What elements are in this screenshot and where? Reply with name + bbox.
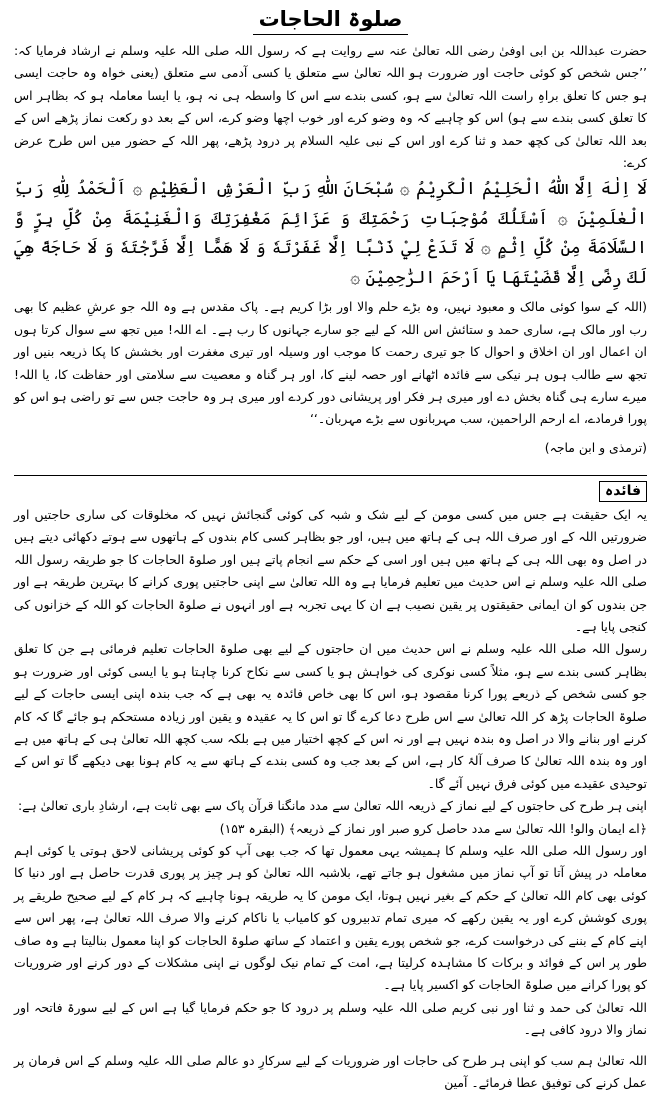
quran-verse-line: ﴿اے ایمان والو! اللہ تعالیٰ سے مدد حاصل کرو صبر اور نماز کے ذریعہ﴾ (البقرہ ۱۵۳) xyxy=(219,820,647,836)
benefit-paragraph: اللہ تعالیٰ کی حمد و ثنا اور نبی کریم صلی اللہ علیہ وسلم پر درود کا جو حکم فرمایا گیا ہے اس کے لیے سورۃ فاتحہ اور نماز والا درود کافی ہے۔ xyxy=(14,999,647,1038)
benefit-paragraph: رسول اللہ صلی اللہ علیہ وسلم نے اس حدیث میں ان حاجتوں کے لیے بھی صلوۃ الحاجات تعلیم فرمائی ہے جن کا تعلق بظاہر کسی بندے سے ہو، مثلاً کسی نوکری کی خواہش ہو یا کسی سے نکاح کرنا چاہتا ہو یا ایسی کوئی اور ضرورت ہو جو کسی شخص کے ذریعے پورا کرنا مقصود ہو، اس کا بھی خاص فائدہ یہ بھی ہے کہ جب بندہ اپنی ایسی حاجات کے لیے صلوۃ الحاجات پڑھ کر اللہ تعالیٰ سے اس طرح دعا کرے گا تو اس کا یہ عقیدہ و یقین اور زیادہ مستحکم ہو جائے گا کہ کام کرنے اور بنانے والا در اصل وہ بندہ نہیں ہے اور نہ اس کے کچھ اختیار میں ہے بلکہ سب کچھ اللہ تعالیٰ ہی کے ہاتھ میں ہے اور وہ بندہ اللہ تعالیٰ کا صرف آلۂ کار ہے، اس کے بعد جب وہ کسی بندے کے ہاتھ سے یہ کام ہونا بھی دیکھے گا تو اس کے توحیدی عقیدے میں کوئی فرق نہیں آئے گا۔ xyxy=(14,641,647,791)
intro-paragraph: حضرت عبداللہ بن ابی اوفیٰ رضی اللہ تعالیٰ عنہ سے روایت ہے کہ رسول اللہ صلی اللہ علیہ وسلم نے ارشاد فرمایا کہ: ’’جس شخص کو کوئی حاجت اور ضرورت ہو اللہ تعالیٰ سے متعلق یا کسی آدمی سے متعلق (یعنی خواہ وہ حاجت ایسی ہو جس کا تعلق براہِ راست اللہ تعالیٰ سے ہو، کسی بندے سے اس کا واسطہ ہی نہ ہو، یا ایسا معاملہ ہو کہ بظاہر اس کا تعلق کسی بندے سے ہو) اس کو چاہیے کہ وہ وضو کرے اور خوب اچھا وضو کرے، اس کے بعد دو رکعت نماز پڑھے اس کے بعد اللہ تعالیٰ کی کچھ حمد و ثنا کرے اور اس کے نبی علیہ السلام پر درود پڑھے، پھر اللہ کے حضور میں اس طرح عرض کرے: xyxy=(14,43,647,171)
closing-prayer: اللہ تعالیٰ ہم سب کو اپنی ہر طرح کی حاجات اور ضروریات کے لیے سرکارِ دو عالم صلی اللہ علیہ وسلم کے اس فرمان پر عمل کرنے کی توفیق عطا فرمائے۔ آمین xyxy=(14,1052,647,1091)
benefit-paragraph: اپنی ہر طرح کی حاجتوں کے لیے نماز کے ذریعہ اللہ تعالیٰ سے مدد مانگنا قرآن پاک سے بھی ثابت ہے، ارشادِ باری تعالیٰ ہے: xyxy=(17,798,647,814)
title-wrap xyxy=(14,6,647,40)
benefit-paragraph: یہ ایک حقیقت ہے جس میں کسی مومن کے لیے شک و شبہ کی کوئی گنجائش نہیں کہ مخلوقات کی ساری حاجتیں اور ضرورتیں اللہ کے اور صرف اللہ ہی کے ہاتھ میں ہیں، اور جو بظاہر کسی کام بندوں کے ہاتھوں سے ہوتے دکھائی دیتے ہیں در اصل وہ بھی اللہ ہی کے ہاتھ میں ہیں اور اسی کے حکم سے انجام پاتے ہیں اور صلوۃ الحاجات کا جو طریقہ رسول اللہ صلی اللہ علیہ وسلم نے اس حدیث میں تعلیم فرمایا ہے وہ اللہ تعالیٰ سے اپنی حاجتیں پوری کرانے کا بہترین طریقہ ہے اور جن بندوں کو ان ایمانی حقیقتوں پر یقین نصیب ہے ان کا یہی تجربہ ہے اور انہوں نے صلوۃ الحاجات کو اللہ کے خزانوں کی کنجی پایا ہے۔ xyxy=(14,506,647,634)
benefit-paragraph: اور رسول اللہ صلی اللہ علیہ وسلم کا ہمیشہ یہی معمول تھا کہ جب بھی آپ کو کوئی پریشانی لاحق ہوتی یا کوئی اہم معاملہ در پیش آتا تو آپ نماز میں مشغول ہو جاتے تھے، بلاشبہ اللہ تعالیٰ کو ہر چیز پر پوری قدرت حاصل ہے اور دنیا کا کوئی بھی کام اللہ تعالیٰ کے حکم کے بغیر نہیں ہوتا، ایک مومن کا یہ طریقہ ہونا چاہیے کہ ہر کام کے لیے صحیح طریقے پر پوری کوشش کرے اور یہ یقین رکھے کہ میری تمام تدبیروں کو کامیاب یا ناکام کرنے والا صرف اللہ تعالیٰ ہے، پھر اس سے اپنے کام کے بننے کی درخواست کرے، جو شخص پورے یقین و اعتماد کے ساتھ صلوۃ الحاجات کو اپنا معمول بنالیتا ہے وہ صاف طور پر اس کے فوائد و برکات کا مشاہدہ کرلیتا ہے، امت کے تمام نیک لوگوں نے اپنی مشکلات کے دور کرنے اور ضروریات کو پورا کرانے میں صلوۃ الحاجات کو اکسیر پایا ہے۔ xyxy=(14,842,647,993)
dua-translation: (اللہ کے سوا کوئی مالک و معبود نہیں، وہ بڑے حلم والا اور بڑا کریم ہے۔ پاک مقدس ہے وہ اللہ جو عرشِ عظیم کا بھی رب اور مالک ہے، ساری حمد و ستائش اس اللہ کے لیے جو سارے جہانوں کا رب ہے۔ اے اللہ! میں تجھ سے سوال کرتا ہوں ان اعمال اور ان اخلاق و احوال کا جو تیری رحمت کا موجب اور وسیلہ اور تیری مغفرت اور بخشش کا پکا ذریعہ بنیں اور تجھ سے طالب ہوں ہر نیکی سے فائدہ اٹھانے اور حصہ لینے کا، اور ہر گناہ و معصیت سے سلامتی اور حفاظت کا، یا اللہ! میرے سارے ہی گناہ بخش دے اور میری ہر فکر اور پریشانی دور کردے اور میری ہر وہ حاجت جس سے تو راضی ہو اس کو پورا فرمادے، اے ارحم الراحمین، سب مہربانوں سے بڑے مہربان۔‘‘ xyxy=(14,299,647,427)
page-title: صلوۃ الحاجات xyxy=(253,6,409,35)
benefit-heading: فائدہ xyxy=(599,481,647,502)
arabic-dua: لَا اِلٰهَ اِلَّا اللّٰهُ الْحَلِيْمُ الْكَرِيْمُ ۞ سُبْحَانَ اللّٰهِ رَبِّ الْعَرْشِ الْعَظِيْمِ ۞ اَلْحَمْدُ لِلّٰهِ رَبِّ الْعٰلَمِيْنَ ۞ اَسْئَلُكَ مُوْجِبَاتِ رَحْمَتِكَ وَ عَزَائِمَ مَغْفِرَتِكَ وَالْغَنِيْمَةَ مِنْ كُلِّ بِرٍّ وَّ السَّلَامَةَ مِنْ كُلِّ اِثْمٍ ۞ لَا تَدَعْ لِيْ ذَنْبًا اِلَّا غَفَرْتَهٗ وَ لَا هَمًّا اِلَّا فَرَّجْتَهٗ وَ لَا حَاجَةً هِيَ لَكَ رِضًى اِلَّا قَضَيْتَهَا يَا اَرْحَمَ الرّٰحِمِيْنَ ۞ xyxy=(14,179,647,288)
hadith-reference: (ترمذی و ابن ماجہ) xyxy=(544,439,647,455)
benefit-heading-wrap xyxy=(14,480,647,502)
section-divider xyxy=(14,475,647,476)
